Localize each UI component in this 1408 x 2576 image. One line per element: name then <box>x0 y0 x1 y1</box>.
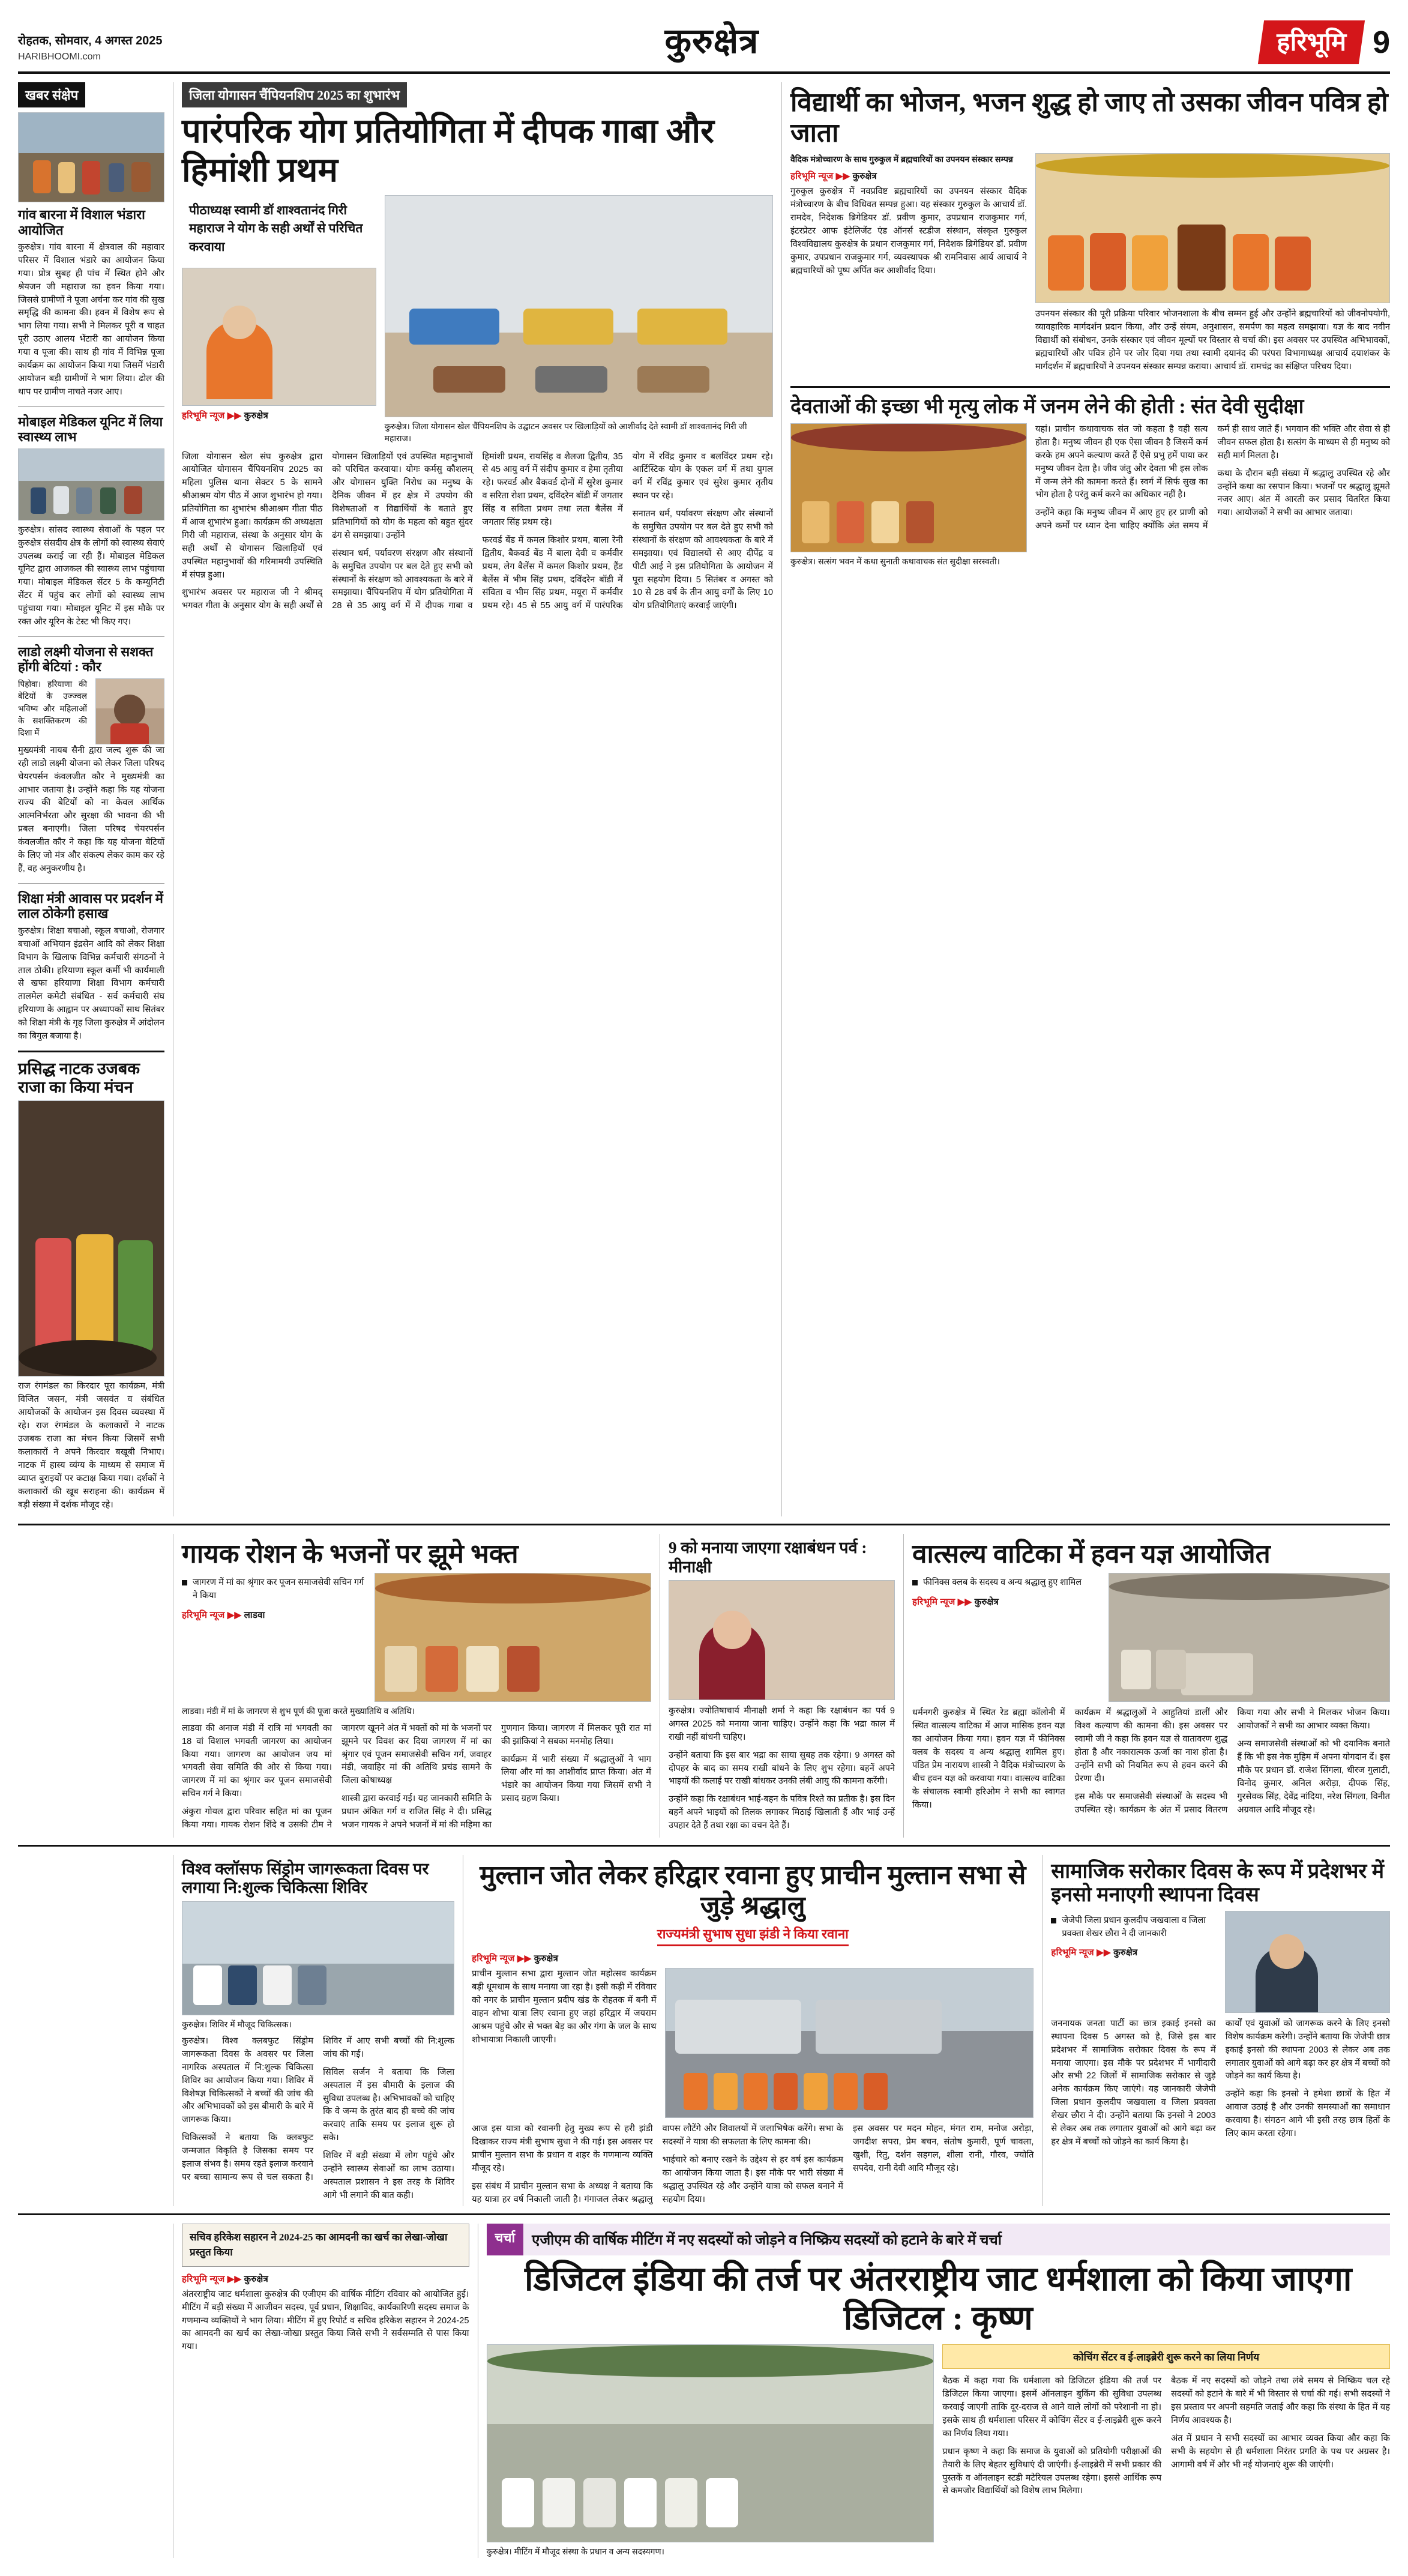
multan-para-5: इस अवसर पर मदन मोहन, मंगत राम, मनोज अरोड़ा, जगदीश सपरा, प्रेम बचन, संतोष कुमारी, पूर्ण चावला, खुशी, रितु, दर्शन सहगल, शीला रानी, गौरव, ज्योति सपदेव, रानी देवी आदि मौजूद रहे। <box>852 2124 1034 2173</box>
singer-para-2: अंकुरा गोयल द्वारा परिवार सहित मां का पूजन किया गया। गायक रोशन शिंदे व उसकी टीम ने जागरण खूनने अंत में भक्तों को मां के भजनों पर झूमने पर विवश कर दिया जागरण में मां का श्रृंगार एवं पूजन समाजसेवी सचिन गर्ग, जवाहर मंडी, जवाहिर मां की अतिथि प्रचंड सामने के जिला कोषाध्यक्ष <box>182 1723 492 1830</box>
student-photo <box>1035 153 1390 303</box>
column-student-devi <box>782 82 1390 1516</box>
yoga-para-5: सनातन धर्म, पर्यावरण संरक्षण और संस्थानों के समुचित उपयोग पर बल देते हुए सभी को संस्थानों के संरक्षण को आवश्यकता के बारे में समझाया। एवं विद्यालयों से आए दीपेंद्र व पीटी आई ने इस प्रतियोगिता के आयोजन में पूरा सहयोग दिया। 5 सितंबर व अगस्त को 10 से 28 वर्ष के तीन आयु वर्गों के लिए 10 योग प्रतियोगिताएं करवाई जाएंगी। <box>632 509 773 611</box>
yoga-pullquote: पीठाध्यक्ष स्वामी डॉ शाश्वतानंद गिरी महाराज ने योग के सही अर्थों से परिचित करवाया <box>189 202 363 254</box>
middle-band <box>18 1534 1390 1838</box>
column-raksha <box>660 1534 903 1838</box>
raksha-para-3: उन्होंने कहा कि रक्षाबंधन भाई-बहन के पवित्र रिश्ते का प्रतीक है। इस दिन बहनें अपने भाइयों को तिलक लगाकर मिठाई खिलाती हैं और भाई उन्हें उपहार देते हैं तथा रक्षा का वचन देते हैं। <box>669 1794 895 1831</box>
brief-text-1: कुरुक्षेत्र। गांव बारना में क्षेत्रवाल की महावार परिसर में विशाल भंडारे का आयोजन किया गया। प्रोत्र सुबह ही पांच में स्थित होने और श्रेयजन जी महाराज का हवन किया गया। जिससे ग्रामीणों ने पूजा अर्चना कर गांव की सुख समृद्धि की कामना की। हवन में विशेष रूप से भाग लिया गया। सभी ने मिलकर पूरी व चाहत पूरी उठाए आलय भेंटारी का आयोजन किया गया व पूजा की। साथ ही गांव में विभिन्न पूजा कार्यक्रम का आयोजन किया गया जिसमें भंडारी आयोजन बड़ी ग्रामीणों ने भाग लिया। ढोल की थाप पर ग्रामीण नाचते नजर आए। <box>18 243 164 397</box>
edition-place-date: रोहतक, सोमवार, 4 अगस्त 2025 <box>18 34 163 47</box>
vatsalya-photo <box>1109 1573 1390 1702</box>
brief-title-1: गांव बारना में विशाल भंडारा आयोजित <box>18 207 145 238</box>
vatsalya-para-2: कार्यक्रम में श्रद्धालुओं ने आहुतियां डालीं और विश्व कल्याण की कामना की। इस अवसर पर स्वामी जी ने कहा कि हवन यज्ञ से वातावरण शुद्ध होता है और नकारात्मक ऊर्जा का नाश होता है। उन्होंने सभी को नियमित रूप से हवन करने की प्रेरणा दी। <box>1074 1708 1228 1784</box>
column-jat-main <box>478 2224 1391 2557</box>
charcha-label: चर्चा <box>487 2224 524 2255</box>
multan-para-3: इस संबंध में प्राचीन मुल्तान सभा के अध्यक्ष ने बताया कि यह यात्रा हर वर्ष निकाली जाती है। गंगाजल लेकर श्रद्धालु वापस लौटेंगे और शिवालयों में जलाभिषेक करेंगे। सभा के सदस्यों ने यात्रा की सफलता के लिए कामना की। <box>472 2124 843 2204</box>
brief-photo-2 <box>18 448 164 520</box>
brief-text-3: मुख्यमंत्री नायब सैनी द्वारा जल्द शुरू की जा रही लाडो लक्ष्मी योजना को लेकर जिला परिषद चेयरपर्सन कंवलजीत कौर ने मुख्यमंत्री का आभार जताया है। उन्होंने कहा कि यह योजना राज्य की बेटियों को ना केवल आर्थिक आत्मनिर्भरता और सुरक्षा की भावना की भी प्रबल बनाएगी। जिला परिषद चेयरपर्सन कंवलजीत कौर ने कहा कि यह योजना बेटियों के लिए जो मंत्र और संकल्प लेकर काम कर रहे हैं, वह अनुकरणीय है। <box>18 745 164 873</box>
jat-byline: हरिभूमि न्यूज ▶▶ कुरुक्षेत्र <box>182 2273 268 2284</box>
multan-para-4: भाईचारे को बनाए रखने के उद्देश्य से हर वर्ष इस कार्यक्रम का आयोजन किया जाता है। इस मौके पर भारी संख्या में श्रद्धालु उपस्थित रहे और उन्होंने यात्रा को सफल बनाने में सहयोग दिया। <box>662 2155 843 2204</box>
social-headline: सामाजिक सरोकार दिवस के रूप में प्रदेशभर में इनसो मनाएगी स्थापना दिवस <box>1051 1860 1385 1907</box>
singer-byline: हरिभूमि न्यूज ▶▶ लाडवा <box>182 1609 265 1620</box>
singer-headline: गायक रोशन के भजनों पर झूमे भक्त <box>182 1539 519 1569</box>
website-url[interactable]: HARIBHOOMI.com <box>18 52 101 62</box>
multan-para-2: आज इस यात्रा को रवानगी हेतु मुख्य रूप से हरी झंडी दिखाकर राज्य मंत्री सुभाष सुधा ने की गई। इस अवसर पर प्राचीन मुल्तान सभा के प्रधान व शहर के गणमान्य व्यक्ति मौजूद रहे। <box>472 2124 653 2173</box>
lower-band <box>18 1855 1390 2206</box>
social-bullet-1: जेजेपी जिला प्रधान कुलदीप जखवाला व जिला प्रवक्ता शेखर छौरा ने दी जानकारी <box>1051 1914 1216 1941</box>
yoga-para-3: संस्थान धर्म, पर्यावरण संरक्षण और संस्थानों के समुचित उपयोग पर बल देते हुए सभी को संस्थानों के संरक्षण को आवश्यकता के बारे में समझाया। चैंपियनशिप में योग प्रतियोगिता में 28 से 35 आयु वर्ग में में दीपक गाबा व हिमांशी प्रथम, रायसिंह व शैलजा द्वितीय, 35 से 45 आयु वर्ग में संदीप कुमार व हेमा तृतीया रहे। फरवर्ड और बैकवर्ड दोनों में सुरेश कुमार व सरिता रोशा प्रथम, दविंदरेन बॉडी में जगतार सिंह व सविता प्रथम तथा लता बैलेंस में जगतार सिंह प्रथम रहे। <box>332 451 623 611</box>
clinic-para-1: कुरुक्षेत्र। विश्व क्लबफुट सिंड्रोम जागरूकता दिवस के अवसर पर जिला नागरिक अस्पताल में नि:शुल्क चिकित्सा शिविर का आयोजन किया गया। शिविर में विशेषज्ञ चिकित्सकों ने बच्चों की जांच की और अभिभावकों को इस बीमारी के बारे में जागरूक किया। <box>182 2036 314 2125</box>
yoga-photo-swami <box>182 268 376 406</box>
vatsalya-headline: वात्सल्य वाटिका में हवन यज्ञ आयोजित <box>912 1539 1271 1569</box>
brief-photo-3 <box>95 678 164 744</box>
singer-para-4: कार्यक्रम में भारी संख्या में श्रद्धालुओं ने भाग लिया और मां का आशीर्वाद प्राप्त किया। अंत में भंडारे का आयोजन किया गया जिसमें सभी ने प्रसाद ग्रहण किया। <box>501 1754 651 1804</box>
column-clinic <box>173 1855 463 2206</box>
clinic-para-4: शिविर में बड़ी संख्या में लोग पहुंचे और उन्होंने स्वास्थ्य सेवाओं का लाभ उठाया। अस्पताल प्रशासन ने इस तरह के शिविर आगे भी लगाने की बात कही। <box>323 2151 455 2200</box>
brief-photo-1 <box>18 112 164 202</box>
singer-photo <box>375 1573 651 1702</box>
column-singer <box>173 1534 660 1838</box>
masthead-right <box>1261 20 1390 64</box>
singer-para-3: शास्त्री द्वारा करवाई गई। यह जानकारी समिति के प्रधान अंकित गर्ग व राजित सिंह ने दी। प्रसिद्ध भजन गायक ने अपने भजनों में मां की महिमा का गुणगान किया। जागरण में मिलकर पूरी रात मां की झांकियां ने सबका मनमोह लिया। <box>341 1723 651 1830</box>
jat-headline: डिजिटल इंडिया की तर्ज पर अंतरराष्ट्रीय जाट धर्मशाला को किया जाएगा डिजिटल : कृष्ण <box>525 2261 1352 2338</box>
student-headline: विद्यार्थी का भोजन, भजन शुद्ध हो जाए तो उसका जीवन पवित्र हो जाता <box>790 88 1388 148</box>
yoga-kicker: जिला योगासन चैंपियनशिप 2025 का शुभारंभ <box>182 82 407 107</box>
yoga-headline: पारंपरिक योग प्रतियोगिता में दीपक गाबा और हिमांशी प्रथम <box>182 113 714 189</box>
middle-col-placeholder <box>18 1534 173 1838</box>
jat-photo-caption: कुरुक्षेत्र। मीटिंग में मौजूद संस्था के प्रधान व अन्य सदस्यगण। <box>486 2547 664 2557</box>
raksha-para-1: कुरुक्षेत्र। ज्योतिषाचार्य मीनाक्षी शर्मा ने कहा कि रक्षाबंधन का पर्व 9 अगस्त 2025 को मनाया जाना चाहिए। उन्होंने कहा कि भद्रा काल में राखी नहीं बांधनी चाहिए। <box>669 1706 895 1742</box>
bottom-band <box>18 2224 1390 2557</box>
social-para-1: जननायक जनता पार्टी का छात्र इकाई इनसो का स्थापना दिवस 5 अगस्त को है, जिसे इस बार प्रदेशभर में सामाजिक सरोकार दिवस के रूप में मनाया जाएगा। इस मौके पर प्रदेशभर में भागीदारी और सभी 22 जिलों में सामाजिक सरोकार से जुड़े अनेक कार्यक्रम किए जाएंगे। यह जानकारी जेजेपी जिला प्रधान कुलदीप जखवाला व जिला प्रवक्ता शेखर छौरा ने दी। उन्होंने बताया कि इनसो ने 2003 से लेकर अब तक लगातार युवाओं को आगे बढ़ा कर हर क्षेत्र में बच्चों को जोड़ने का कार्य किया है। <box>1051 2018 1216 2147</box>
jat-side-title: सचिव हरिकेश सहारन ने 2024-25 का आमदनी का खर्च का लेखा-जोखा प्रस्तुत किया <box>190 2231 448 2258</box>
brief-kicker-3: पिहोवा। हरियाणा की बेटियों के उज्ज्वल भविष्य और महिलाओं के सशक्तिकरण की दिशा में <box>18 679 87 738</box>
yoga-para-2: शुभारंभ अवसर पर महाराज जी ने श्रीमद् भगवत गीता के अनुसार योग के सही अर्थों से योगासन खिलाड़ियों एवं उपस्थित महानुभावों को परिचित करवाया। योगः कर्मसु कौशलम् और योगासन युक्ति निरोध का मनुष्य के दैनिक जीवन में हर क्षेत्र में उपयोग की विशेषताओं व विद्यार्थियों के बताते हुए प्रतिभागियों को योग के महत्व को बहुत सुंदर ढंग से समझाया। उन्होंने <box>182 451 473 611</box>
devi-headline: देवताओं की इच्छा भी मृत्यु लोक में जनम लेने की होती : संत देवी सुदीक्षा <box>790 395 1304 418</box>
column-vatsalya <box>904 1534 1390 1838</box>
brief-text-4: कुरुक्षेत्र। शिक्षा बचाओ, स्कूल बचाओ, रोजगार बचाओं अभियान इंद्रसेन आदि को लेकर शिक्षा विभाग के खिलाफ विभिन्न कर्मचारी संगठनों ने ताल ठोकी। हरियाणा स्कूल कर्मी भी कार्यमाली से खफा हरियाणा शिक्षा विभाग कर्मचारी तालमेल कमेटी संबंधित - सर्व कर्मचारी संघ हरियाणा के आह्वान पर अध्यापकों साथ सितंबर को शिक्षा मंत्री के गृह जिला कुरुक्षेत्र में आंदोलन का बिगुल बजाया है। <box>18 926 164 1041</box>
yoga-para-4: फरवर्ड बेंड में कमल किशोर प्रथम, बाला रेनी द्वितीय, बैकवर्ड बेंड में बाला देवी व कर्मवीर प्रथम, लेग बैलेंस में कमल किशोर प्रथम, हैंड बैलेंस में भीम सिंह प्रथम, दविंदरेन बॉडी में संविता व भीम सिंह प्रथम, मयूरा में कर्मवीर प्रथम रहे। 45 से 55 आयु वर्ग में पारंपरिक योग में रविंद्र कुमार व बलविंदर प्रथम रहे। आर्टिस्टिक योग के एकल वर्ग में तथा युगल वर्ग में रविंद्र कुमार एवं सुरेश कुमार तृतीय स्थान पर रहे। <box>482 451 773 611</box>
charcha-strip: एजीएम की वार्षिक मीटिंग में नए सदस्यों को जोड़ने व निष्क्रिय सदस्यों को हटाने के बारे में चर्चा <box>523 2224 1390 2255</box>
vatsalya-para-1: धर्मनगरी कुरुक्षेत्र में स्थित रेड ब्रह्मा कॉलोनी में स्थित वात्सल्य वाटिका में आज मासिक हवन यज्ञ का आयोजन किया गया। हवन यज्ञ में फीनिक्स क्लब के सदस्य व अन्य श्रद्धालु शामिल हुए। पंडित प्रेम नारायण शास्त्री ने वैदिक मंत्रोच्चारण के बीच हवन यज्ञ को करवाया गया। वात्सल्य वाटिका के संचालक स्वामी हरिओम ने सभी का स्वागत किया। <box>912 1708 1065 1810</box>
clinic-photo-caption: कुरुक्षेत्र। शिविर में मौजूद चिकित्सक। <box>182 2019 292 2029</box>
vatsalya-para-3: इस मौके पर समाजसेवी संस्थाओं के सदस्य भी उपस्थित रहे। कार्यक्रम के अंत में प्रसाद वितरण किया गया और सभी ने मिलकर भोजन किया। आयोजकों ने सभी का आभार व्यक्त किया। <box>1074 1708 1390 1815</box>
jat-side-para-1: अंतरराष्ट्रीय जाट धर्मशाला कुरुक्षेत्र की एजीएम की वार्षिक मीटिंग रविवार को आयोजित हुई। मीटिंग में बड़ी संख्या में आजीवन सदस्य, पूर्व प्रधान, शिक्षाविद, कार्यकारिणी सदस्य समाज के गणमान्य व्यक्तियों ने भाग लिया। मीटिंग में हुए रिपोर्ट व सचिव हरिकेश सहारन ने 2024-25 का आमदनी का खर्च का लेखा-जोखा प्रस्तुत किया जिसे सभी ने सर्वसम्मति से पास किया गया। <box>182 2289 469 2352</box>
page-number: 9 <box>1373 25 1390 60</box>
brief-title-4: शिक्षा मंत्री आवास पर प्रदर्शन में लाल ठोकेगी हसाख <box>18 890 163 922</box>
brief-text-2: कुरुक्षेत्र। सांसद स्वास्थ्य सेवाओं के पहल पर कुरुक्षेत्र संसदीय क्षेत्र के लोगों को स्वास्थ्य सेवाएं उपलब्ध कराई जा रही हैं। मोबाइल मेडिकल यूनिट द्वारा आजकल की स्वास्थ्य लाभ पहुंचाया गया। मोबाइल मेडिकल सेंटर 5 के कम्युनिटी सेंटर में पहुंच कर लोगों को स्वास्थ्य लाभ पहुंचाया गया। मोबाइल यूनिट में इस मौके पर रक्त और यूरिन के टेस्ट भी किए गए। <box>18 525 164 627</box>
column-jat-side <box>173 2224 478 2557</box>
vatsalya-bullets <box>912 1576 1100 1590</box>
multan-headline: मुल्तान जोत लेकर हरिद्वार रवाना हुए प्राचीन मुल्तान सभा से जुड़े श्रद्धालु <box>480 1860 1026 1921</box>
social-para-2: कार्यों एवं युवाओं को जागरूक करने के लिए इनसो विशेष कार्यक्रम करेगी। उन्होंने बताया कि जेजेपी छात्र इकाई इनसो की स्थापना 2003 से लेकर अब तक लगातार युवाओं को आगे बढ़ा कर हर क्षेत्र में बच्चों को जोड़ने का कार्य किया है। <box>1225 2018 1390 2081</box>
column-yoga-lead <box>173 82 781 1516</box>
multan-para-1: प्राचीन मुल्तान सभा द्वारा मुल्तान जोत महोत्सव कार्यक्रम बड़ी धूमधाम के साथ मनाया जा रहा है। इसी कड़ी में रविवार को नगर के प्राचीन मुल्तान प्रदीप खंड के रोहतक में बनी में वाहन शोभा यात्रा लिए रवाना हुए जहां हरिद्वार में जयराम आश्रम पहुंचे और से भक्त बेड़ का और गंगा के जल के साथ शोभायात्रा निकाली जाएगी। <box>472 1969 657 2045</box>
multan-photo <box>665 1968 1034 2118</box>
column-news-briefs <box>18 82 173 1516</box>
edition-name: कुरुक्षेत्र <box>664 22 759 61</box>
bottom-col-placeholder <box>18 2224 173 2557</box>
student-byline: हरिभूमि न्यूज ▶▶ कुरुक्षेत्र <box>790 171 877 182</box>
jat-yellow-band: कोचिंग सेंटर व ई-लाइब्रेरी शुरू करने का लिया निर्णय <box>942 2344 1390 2369</box>
yoga-photo-main <box>385 195 773 417</box>
social-byline: हरिभूमि न्यूज ▶▶ कुरुक्षेत्र <box>1051 1947 1138 1958</box>
devi-photo <box>790 423 1027 552</box>
devi-para-2: उन्होंने कहा कि मनुष्य जीवन में आए हुए हर प्राणी को अपने कर्मों पर ध्यान देना चाहिए क्योंकि अंत समय में कर्म ही साथ जाते हैं। भगवान की भक्ति और सेवा से ही जीवन सफल होता है। सत्संग के माध्यम से ही मनुष्य को सही मार्ग मिलता है। <box>1035 424 1390 531</box>
lower-col-placeholder <box>18 1855 173 2206</box>
brief-text-5: राज रंगमंडल का किरदार पूरा कार्यक्रम, मंत्री विजित जसन, मंत्री जसवंत व संबंधित आयोजकों के आयोजन इस दिवस व्यवस्था में रहे। राज रंगमंडल के कलाकारों ने नाटक उजबक राजा का मंचन किया जिसमें सभी कलाकारों ने अपने किरदार बखूबी निभाए। नाटक में हास्य व्यंग्य के माध्यम से समाज में व्याप्त बुराइयों पर कटाक्ष किया गया। दर्शकों ने कलाकारों की खूब सराहना की। कार्यक्रम में बड़ी संख्या में दर्शक मौजूद रहे। <box>18 1381 164 1510</box>
social-portrait <box>1225 1911 1390 2013</box>
raksha-headline: 9 को मनाया जाएगा रक्षाबंधन पर्व : मीनाक्षी <box>669 1539 867 1576</box>
column-multan <box>463 1855 1042 2206</box>
column-social <box>1042 1855 1390 2206</box>
devi-para-3: कथा के दौरान बड़ी संख्या में श्रद्धालु उपस्थित रहे और उन्होंने कथा का रसपान किया। भजनों पर श्रद्धालु झूमते नजर आए। अंत में आरती कर प्रसाद वितरित किया गया। आयोजकों ने सभी का आभार जताया। <box>1217 468 1390 518</box>
main-grid <box>18 82 1390 1516</box>
masthead-left <box>18 32 163 64</box>
raksha-photo <box>669 1580 895 1700</box>
vatsalya-bullet-1: फीनिक्स क्लब के सदस्य व अन्य श्रद्धालु हुए शामिल <box>912 1576 1100 1590</box>
social-para-3: उन्होंने कहा कि इनसो ने हमेशा छात्रों के हित में आवाज उठाई है और उनकी समस्याओं का समाधान करवाया है। संगठन आगे भी इसी तरह छात्र हितों के लिए काम करता रहेगा। <box>1225 2089 1390 2139</box>
brief-title-5: प्रसिद्ध नाटक उजबक राजा का किया मंचन <box>18 1059 140 1097</box>
clinic-headline: विश्व क्लॉसफ सिंड्रोम जागरूकता दिवस पर लगाया नि:शुल्क चिकित्सा शिविर <box>182 1860 429 1897</box>
jat-main-para-3: बैठक में नए सदस्यों को जोड़ने तथा लंबे समय से निष्क्रिय चल रहे सदस्यों को हटाने के बारे में भी विस्तार से चर्चा की गई। सभी सदस्यों ने इस प्रस्ताव पर अपनी सहमति जताई और कहा कि संस्था के हित में यह निर्णय आवश्यक है। <box>1171 2376 1390 2426</box>
jat-main-para-4: अंत में प्रधान ने सभी सदस्यों का आभार व्यक्त किया और कहा कि सभी के सहयोग से ही धर्मशाला निरंतर प्रगति के पथ पर अग्रसर है। आगामी वर्ष में और भी नई योजनाएं शुरू की जाएंगी। <box>1171 2433 1390 2470</box>
vatsalya-names-para: अन्य समाजसेवी संस्थाओं को भी दयानिक बनाते हैं कि भी इस नेक मुहिम में अपना योगदान दें। इस मौके पर प्रधान डॉ. राजेश सिंगला, धीरज गुलाटी, विनोद कुमार, अनिल अरोड़ा, दीपक सिंह, गुरसेवक सिंह, देवेंद्र नांदिया, नरेश सिंगला, विनीत अग्रवाल आदि मौजूद रहे। <box>1237 1739 1390 1815</box>
brand-logo: हरिभूमि <box>1258 20 1365 64</box>
clinic-para-3: सिविल सर्जन ने बताया कि जिला अस्पताल में इस बीमारी के इलाज की सुविधा उपलब्ध है। अभिभावकों को चाहिए कि वे जन्म के तुरंत बाद ही बच्चे की जांच करवाएं ताकि समय पर इलाज शुरू हो सके। <box>323 2067 455 2143</box>
masthead <box>18 16 1390 74</box>
social-bullets <box>1051 1914 1216 1941</box>
student-subcaption: वैदिक मंत्रोच्चारण के साथ गुरुकुल में ब्रह्मचारियों का उपनयन संस्कार सम्पन्न <box>790 154 1013 164</box>
devi-para-1: यहां। प्राचीन कथावाचक संत जो कहता है वही सत्य होता है। मनुष्य जीवन ही एक ऐसा जीवन है जिसमें कर्म करके हम अपने कल्याण करते हैं ऐसे प्रभु हमें पाया कर मनुष्य जीवन देता है। जीव जंतु और देवता भी इस लोक में जन्म लेने की कामना करते हैं। स्वर्ग में सिर्फ सुख का भोग होता है परंतु कर्म करने का अधिकार नहीं है। <box>1035 424 1208 500</box>
multan-subbar: राज्यमंत्री सुभाष सुधा झंडी ने किया रवाना <box>657 1925 849 1946</box>
jat-photo <box>487 2344 934 2542</box>
yoga-byline: हरिभूमि न्यूज ▶▶ कुरुक्षेत्र <box>182 411 268 421</box>
yoga-para-1: जिला योगासन खेल संघ कुरुक्षेत्र द्वारा आयोजित योगासन चैंपियनशिप 2025 का महिला पुलिस थाना सेक्टर 5 के सामने श्रीआश्रम योग पीठ में आज शुभारंभ हो गया। प्रतियोगिता का शुभारंभ श्रीआश्रम गीता पीठ में आज शुभारंभ हुआ। कार्यक्रम की अध्यक्षता गिरी जी महाराज, संस्था के अनुसार योग के सही अर्थों से योगासन खिलाड़ियों एवं उपस्थित महानुभावों की गरिमामयी उपस्थिति में संपन्न हुआ। <box>182 451 323 580</box>
devi-photo-caption: कुरुक्षेत्र। सत्संग भवन में कथा सुनाती कथावाचक संत सुदीक्षा सरस्वती। <box>790 556 1000 566</box>
singer-bullet-1: जागरण में मां का श्रृंगार कर पूजन समाजसेवी सचिन गर्ग ने किया <box>182 1576 366 1603</box>
brief-title-3: लाडो लक्ष्मी योजना से सशक्त होंगी बेटियां : कौर <box>18 644 154 675</box>
yoga-photo-caption: कुरुक्षेत्र। जिला योगासन खेल चैंपियनशिप के उद्घाटन अवसर पर खिलाड़ियों को आशीर्वाद देते स्वामी डॉ शाश्वतानंद गिरी जी महाराज। <box>384 421 747 444</box>
singer-bullets <box>182 1576 366 1603</box>
singer-photo-caption: लाडवा। मंडी में मां के जागरण से शुभ पूर्ण की पूजा करते मुख्यातिथि व अतिथि। <box>182 1706 415 1716</box>
jat-main-para-1: बैठक में कहा गया कि धर्मशाला को डिजिटल इंडिया की तर्ज पर डिजिटल किया जाएगा। इसमें ऑनलाइन बुकिंग की सुविधा उपलब्ध करवाई जाएगी ताकि दूर-दराज से आने वाले लोगों को परेशानी ना हो। इसके साथ ही धर्मशाला परिसर में कोचिंग सेंटर व ई-लाइब्रेरी शुरू करने का निर्णय लिया गया। <box>942 2376 1162 2439</box>
raksha-para-2: उन्होंने बताया कि इस बार भद्रा का साया सुबह तक रहेगा। 9 अगस्त को दोपहर के बाद का समय राखी बांधने के लिए शुभ रहेगा। बहनें अपने भाइयों की कलाई पर राखी बांधकर उनकी लंबी आयु की कामना करेंगी। <box>669 1750 895 1787</box>
clinic-para-2: चिकित्सकों ने बताया कि क्लबफुट जन्मजात विकृति है जिसका समय पर इलाज संभव है। समय रहते इलाज करवाने पर बच्चा सामान्य रूप से चल सकता है। शिविर में आए सभी बच्चों की नि:शुल्क जांच की गई। <box>182 2036 455 2182</box>
section-label-briefs: खबर संक्षेप <box>18 82 85 107</box>
multan-byline: हरिभूमि न्यूज ▶▶ कुरुक्षेत्र <box>472 1953 559 1964</box>
jat-main-para-2: प्रधान कृष्ण ने कहा कि समाज के युवाओं को प्रतियोगी परीक्षाओं की तैयारी के लिए बेहतर सुविधाएं दी जाएंगी। ई-लाइब्रेरी में सभी प्रकार की पुस्तकें व ऑनलाइन स्टडी मटेरियल उपलब्ध रहेगा। इससे आर्थिक रूप से कमजोर विद्यार्थियों को विशेष लाभ मिलेगा। <box>942 2446 1162 2496</box>
brief-photo-5 <box>18 1100 164 1377</box>
vatsalya-byline: हरिभूमि न्यूज ▶▶ कुरुक्षेत्र <box>912 1597 999 1608</box>
brief-title-2: मोबाइल मेडिकल यूनिट में लिया स्वास्थ्य लाभ <box>18 414 163 445</box>
clinic-photo <box>182 1901 454 2015</box>
singer-para-1: लाडवा की अनाज मंडी में रात्रि मां भगवती का 18 वां विशाल भगवती जागरण का आयोजन किया गया। जागरण का आयोजन जय मां भगवती सेवा समिति की ओर से किया गया। जागरण में मां का श्रृंगार कर पूजन समाजसेवी सचिन गर्ग ने किया। <box>182 1723 332 1799</box>
student-para-1: गुरुकुल कुरुक्षेत्र में नवप्रविष्ट ब्रह्मचारियों का उपनयन संस्कार वैदिक मंत्रोच्चारण के बीच विधिवत सम्पन्न हुआ। यह संस्कार गुरुकुल के आचार्य डॉ. रामदेव, निदेशक ब्रिगेडियर डॉ. प्रवीण कुमार, उपप्रधान राजकुमार गर्ग, इंटरप्रेटर आफ इंटेलिजेंट एंड ऑनर्स स्टडीज संस्थान, संस्कृत गुरुकुल विश्वविद्यालय कुरुक्षेत्र के प्रधान राजकुमार गर्ग, निदेशक ब्रिगेडियर डॉ. प्रवीण कुमार, उपप्रधान राजकुमार गर्ग, व्यवस्थापक श्री रामनिवास आर्य आचार्य ने ब्रह्मचारियों को पूष्प अर्पित कर आशीर्वाद दिया। <box>790 187 1027 276</box>
student-para-2: उपनयन संस्कार की पूरी प्रक्रिया परिवार भोजनशाला के बीच सम्मन हुई और उन्होंने ब्रह्मचारियों को जीवनोपयोगी, व्यावहारिक मार्गदर्शन प्रदान किया, और उन्हें संयम, अनुशासन, समर्पण का महत्व समझाया। यज्ञ के बाद नवीन विद्यार्थी को संबोधन, उनके संस्कार एवं जीवन मूल्यों पर विस्तार से चर्चा की। इस अवसर पर उपस्थित अभिभावकों, ब्रह्मचारियों और पवित्र होने पर जोर दिया गया तथा स्वामी दयानंद की परंपरा विभागाध्यक्ष आचार्य दयाशंकर के मार्गदर्शन में ब्रह्मचारियों ने उपनयन संस्कार सम्पन्न कराया। आचार्य डॉ. रामचंद्र का संक्षिप्त परिचय दिया। <box>1035 309 1390 372</box>
